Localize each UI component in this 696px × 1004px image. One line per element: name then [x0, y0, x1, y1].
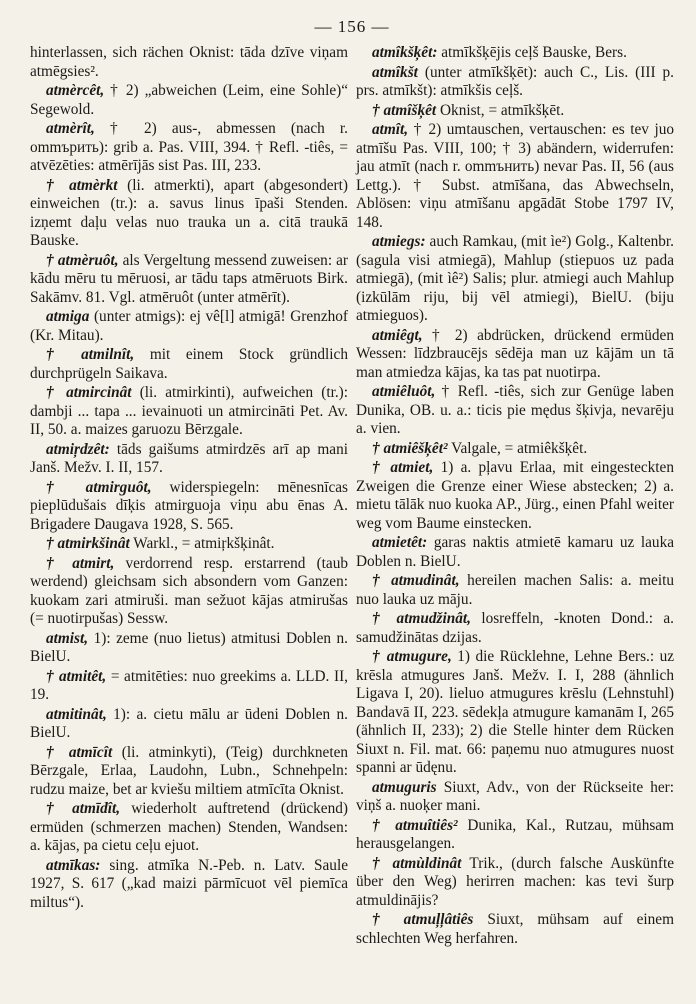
- entry-text: tāds gaišums atmirdzēs arī ap mani Janš. Mežv. I. II, 157.: [30, 440, 348, 476]
- entry-headword: atmiŗdzêt:: [46, 440, 110, 458]
- entry-text: verdorrend resp. erstarrend (taub werdend) gleichsam sich absondern vom Ganzen: kuokam zari atmiruši. man sežuot kājas atmirušas (= nuotirpušas) Sessw.: [30, 554, 348, 627]
- entry-headword: atmiegs:: [372, 233, 426, 250]
- entry-text: † Refl. -tiês, sich zur Genüge laben Dunika, OB. u. a.: ticis pie mędus šķivja, nevarēju a. vien.: [356, 383, 674, 437]
- dictionary-entry: [356, 534, 674, 571]
- dictionary-entry: [30, 555, 348, 629]
- dictionary-entry: [30, 308, 348, 345]
- entry-text: Siuxt, mühsam auf einem schlechten Weg herfahren.: [356, 911, 674, 947]
- entry-headword: † atmugure,: [372, 648, 452, 665]
- entry-text: (li. atmerkti), apart (abgesondert) einweichen (tr.): a. savus linus īpaši Stenden. izņemt daļu velas nuo trauka un a. citā traukā Bauske.: [30, 176, 348, 249]
- entry-headword: atmist,: [46, 629, 89, 647]
- entry-text: Siuxt, Adv., von der Rückseite her: viņš a. nuoķer mani.: [356, 778, 675, 814]
- left-column: [30, 44, 348, 949]
- entry-text: losreffeln, -knoten Dond.: a. samudžinātas dzijas.: [356, 610, 674, 646]
- dictionary-entry: [356, 779, 674, 816]
- dictionary-entry: [30, 44, 348, 81]
- entry-text: † 2) abdrücken, drückend ermüden Wessen: līdzbraucējs sēdēja man uz kājām un tā man atmiedza kājas, ka tas pat nuotirpa.: [356, 326, 674, 381]
- entry-text: Oknist, = atmīkšķēt.: [440, 101, 565, 119]
- dictionary-entry: [356, 327, 674, 383]
- dictionary-entry: [356, 911, 674, 948]
- entry-headword: † atmudžinât,: [372, 610, 471, 627]
- dictionary-entry: [356, 855, 674, 911]
- dictionary-entry: [356, 440, 674, 459]
- entry-headword: † atmirkšinât: [46, 535, 130, 552]
- entry-text: auch Ramkau, (mit ìe²) Golg., Kaltenbr. (sagula visi atmiegā), Mahlup (stiepuos uz pada atmiegā), (mit ìê²) Salis; plur. atmiegi auch Mahlup (izkūlām riju, bij vēl atmiegi), BielU. (biju atmieguos).: [356, 233, 675, 324]
- dictionary-entry: [356, 648, 674, 778]
- dictionary-entry: [356, 459, 674, 533]
- entry-text: (unter atmigs): ej vê[l] atmigā! Grenzhof (Kr. Mitau).: [30, 308, 348, 344]
- entry-text: † 2) „abweichen (Leim, eine Sohle)“ Segewold.: [30, 82, 348, 118]
- entry-text: 1): zeme (nuo lietus) atmitusi Doblen n. BielU.: [30, 629, 348, 665]
- dictionary-entry: [356, 44, 674, 63]
- dictionary-entry: [30, 857, 348, 913]
- entry-headword: † atmirguôt,: [46, 478, 152, 496]
- dictionary-entry: [30, 120, 348, 176]
- entry-text: † 2) aus-, abmessen (nach r. ommърить): grib a. Pas. VIII, 394. † Refl. -tiês, = atvēzēties: atmērījās sist Pas. III, 233.: [30, 120, 348, 174]
- entry-headword: atmiêluôt,: [372, 383, 436, 400]
- dictionary-entry: [30, 535, 348, 554]
- entry-headword: † atmitêt,: [46, 667, 107, 685]
- entry-headword: atmiêgt,: [372, 326, 423, 344]
- dictionary-entry: [30, 252, 348, 308]
- entry-headword: atmèrcêt,: [46, 82, 105, 99]
- entry-text: garas naktis atmietē kamaru uz lauka Doblen n. BielU.: [356, 534, 675, 570]
- dictionary-entry: [356, 233, 674, 326]
- entry-headword: atmiga: [46, 308, 90, 325]
- entry-text: hinterlassen, sich rächen Oknist: tāda dzīve viņam atmēgsies².: [30, 44, 348, 80]
- entry-text: 1) die Rücklehne, Lehne Bers.: uz krēsla atmugures Janš. Mežv. I. I, 288 (ähnlich Ligava I, 20). lieluo atmugures krēslu (Lehnstuhl) Bandavā II, 223. sēdekļa atmugure kamanām I, 265 (ähnlich II, 233); 2) die Stelle hinter dem Rücken Siuxt n. Fil. mat. 66: paņemu nuo atmugures nuost spanni ar ūdęnu.: [356, 648, 675, 776]
- entry-headword: † atmīdît,: [46, 800, 121, 817]
- entry-text: Dunika, Kal., Rutzau, mühsam herausgelangen.: [356, 816, 674, 852]
- entry-text: hereilen machen Salis: a. meitu nuo lauka uz māju.: [356, 572, 674, 608]
- dictionary-entry: [356, 121, 674, 232]
- entry-text: atmīkšķējis ceļš Bauske, Bers.: [441, 44, 627, 61]
- entry-headword: † atmudinât,: [372, 572, 460, 589]
- entry-headword: † atmiet,: [372, 459, 434, 476]
- entry-headword: atmitinât,: [46, 705, 107, 723]
- entry-text: 1) a. pļavu Erlaa, mit eingesteckten Zweigen die Grenze einer Wiese abstecken; 2) a. mietu tālāk nuo kuoka AP., Jürg., einen Pfahl weiter weg vom Baume einstecken.: [356, 459, 674, 532]
- entry-text: widerspiegeln: mēnesnīcas pieplūdušais dīķis atmirguoja viņu abu ēnas A. Brigadere Daugava 1928, S. 565.: [30, 478, 348, 533]
- entry-headword: † atmùldinât: [372, 854, 462, 872]
- columns: [30, 44, 674, 949]
- dictionary-entry: [30, 744, 348, 800]
- dictionary-entry: [356, 817, 674, 854]
- entry-headword: † atmiêšķêt²: [372, 439, 448, 457]
- dictionary-entry: [356, 383, 674, 439]
- entry-text: wiederholt auftretend (drückend) ermüden (schmerzen machen) Stenden, Wandsen: a. kājas, pa cietu ceļu ejuot.: [30, 800, 348, 854]
- entry-headword: † atmuîtiês²: [372, 816, 458, 834]
- entry-text: Trik., (durch falsche Auskünfte über den Weg) herirren machen: kas tevi šurp atmuldinājis?: [356, 854, 674, 909]
- dictionary-entry: [356, 64, 674, 101]
- entry-text: Valgale, = atmiêkšķêt.: [451, 439, 588, 457]
- dictionary-entry: [30, 668, 348, 705]
- dictionary-entry: [30, 800, 348, 856]
- entry-headword: † atmīcît: [46, 743, 113, 761]
- dictionary-entry: [30, 479, 348, 535]
- entry-text: 1): a. cietu mālu ar ūdeni Doblen n. BielU.: [30, 705, 349, 741]
- entry-text: † 2) umtauschen, vertauschen: es tev juo atmīšu Pas. VIII, 100; † 3) abändern, widerrufen: jau atmīt (nach r. ommънить) nevar Pas. II, 56 (aus Lettg.). † Subst. atmīšana, das Abwechseln, Ablösen: viņu atmīšanu apgādāt Stobe 1797 IV, 148.: [356, 121, 675, 231]
- dictionary-entry: [30, 441, 348, 478]
- entry-headword: † atmèruôt,: [46, 251, 119, 269]
- dictionary-entry: [356, 572, 674, 609]
- entry-headword: † atmircinât: [46, 384, 132, 401]
- dictionary-entry: [356, 102, 674, 121]
- dictionary-entry: [30, 384, 348, 440]
- entry-text: = atmitēties: nuo greekims a. LLD. II, 19.: [30, 667, 348, 703]
- entry-headword: † atmirt,: [46, 554, 115, 572]
- dictionary-entry: [30, 177, 348, 251]
- entry-text: (li. atminkyti), (Teig) durchkneten Bērzgale, Erlaa, Laudohn, Lubn., Schnehpeln: rudzu maize, bet ar kviešu miltiem atmīcīta Oknist.: [30, 743, 349, 798]
- entry-headword: atmietêt:: [372, 534, 428, 551]
- entry-headword: † atmilnît,: [46, 346, 135, 363]
- dictionary-entry: [30, 706, 348, 743]
- entry-headword: atmîkšt: [372, 63, 418, 81]
- dictionary-entry: [356, 610, 674, 647]
- entry-text: (unter atmīkšķēt): auch C., Lis. (III p. prs. atmīkšt): atmīkšis ceļš.: [356, 63, 674, 99]
- entry-headword: † atmèrkt: [46, 176, 118, 194]
- entry-headword: atmèrît,: [46, 120, 95, 137]
- entry-headword: atmîkšķêt:: [372, 44, 438, 61]
- entry-text: als Vergeltung messend zuweisen: ar kādu mēru tu mēruosi, ar tādu taps atmēruots Birk. Sakāmv. 81. Vgl. atmēruôt (unter atmērīt).: [30, 251, 348, 306]
- dictionary-entry: [30, 630, 348, 667]
- entry-text: mit einem Stock gründlich durchprügeln Saikava.: [30, 346, 348, 382]
- entry-headword: atmuguris: [372, 778, 437, 796]
- page-number: — 156 —: [314, 17, 390, 36]
- right-column: [356, 44, 674, 949]
- entry-text: Warkl., = atmiŗkšķinât.: [133, 535, 275, 552]
- entry-headword: atmīkas:: [46, 856, 101, 874]
- dictionary-entry: [30, 346, 348, 383]
- entry-text: sing. atmīka N.-Peb. n. Latv. Saule 1927, S. 617 („kad maizi pārmīcuot vēl piemīca miltus“).: [30, 856, 348, 911]
- entry-headword: † atmuļļâtiês: [372, 911, 474, 928]
- entry-headword: atmît,: [372, 121, 409, 138]
- entry-headword: † atmîšķêt: [372, 101, 437, 119]
- dictionary-entry: [30, 82, 348, 119]
- entry-text: (li. atmirkinti), aufweichen (tr.): dambji ... tapa ... ievainuoti un atmircināti Pet. Av. II, 50. a. maizes garuozu Bērzgale.: [30, 384, 349, 438]
